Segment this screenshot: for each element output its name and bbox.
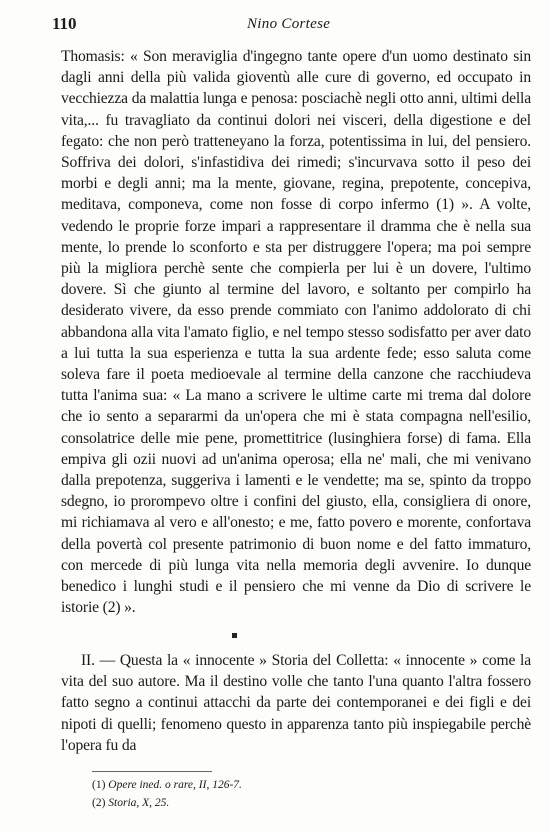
page-number: 110 (52, 14, 77, 33)
section-2 (61, 650, 531, 756)
body-text (61, 46, 531, 618)
section-mark (232, 633, 237, 638)
footnote-2-marker: (2) (92, 797, 106, 809)
footnote-1-marker: (1) (92, 779, 106, 791)
footnote-rule (92, 771, 212, 772)
footnote-1 (92, 776, 512, 794)
section-2-paragraph: II. — Questa la « innocente » Storia del Colletta: « innocente » come la vita del suo autore. Ma il destino volle che tanto l'una quanto l'altra fossero fatto segno a continui attacchi da parte dei contemporanei e dei figli e dei nipoti di quelli; fenomeno questo in apparenza tanto più inspiegabile perchè l'opera fu da (61, 652, 531, 754)
footnote-1-text: Opere ined. o rare, II, 126-7. (108, 779, 242, 791)
page-header (52, 14, 512, 38)
footnotes (92, 776, 512, 812)
running-head: Nino Cortese (247, 16, 331, 32)
paragraph-1: Thomasis: « Son meraviglia d'ingegno tante opere d'un uomo destinato sin dagli anni della più valida gioventù alle cure di governo, ed occupato in vecchiezza da malattia lunga e penosa: posciachè negli otto anni, ultimi della vita,... fu travagliato da continui dolori nei visceri, della digestione e del fegato: che non però tratteneyano la forza, potentissima in lui, del pensiero. Soffriva dei dolori, s'infastidiva dei rimedi; s'incurvava sotto il peso dei morbi e degli anni; ma la mente, giovane, regina, prepotente, concepiva, meditava, componeva, come non fosse di corpo infermo (1) ». A volte, vedendo le proprie forze impari a rappresentare il dramma che è nella sua mente, lo prende lo sconforto e sta per distruggere l'opera; ma poi sempre più la migliora perchè sente che compierla per lui è un dovere, l'ultimo dovere. Sì che giunto al termine del lavoro, e soltanto per compirlo ha desiderato vivere, da esso prende commiato con l'animo addolorato di chi abbandona alla vita l'amato figlio, e nel tempo stesso sodisfatto per aver dato a lui tutta la sua esperienza e tutta la sua ardente fede; esso saluta come soleva fare il poeta medioevale al termine della canzone che racchiudeva tutta l'anima sua: « La mano a scrivere le ultime carte mi trema dal dolore che io sento a separarmi da un'opera che mi è stata compagna nell'esilio, consolatrice delle mie pene, promettitrice (lusinghiera forse) di fama. Ella empiva gli ozii nuovi ad un'anima operosa; ella ne' mali, che mi venivano dalla prepotenza, suggeriva i lamenti e le vendette; ma se, spinto da troppo sdegno, io prorompevo oltre i confini del giusto, ella, consigliera di onore, mi richiamava al vero e all'onesto; e me, fatto povero e morente, confortava della povertà col presente patrimonio di buon nome e del fatto immaturo, con mercede di più lunga vita nella memoria degli avvenire. Io dunque benedico i lunghi studi e il pensiero che mi venne da Dio di scrivere le istorie (2) ». (61, 48, 531, 617)
footnote-2 (92, 794, 512, 812)
footnote-2-text: Storia, X, 25. (108, 797, 170, 809)
